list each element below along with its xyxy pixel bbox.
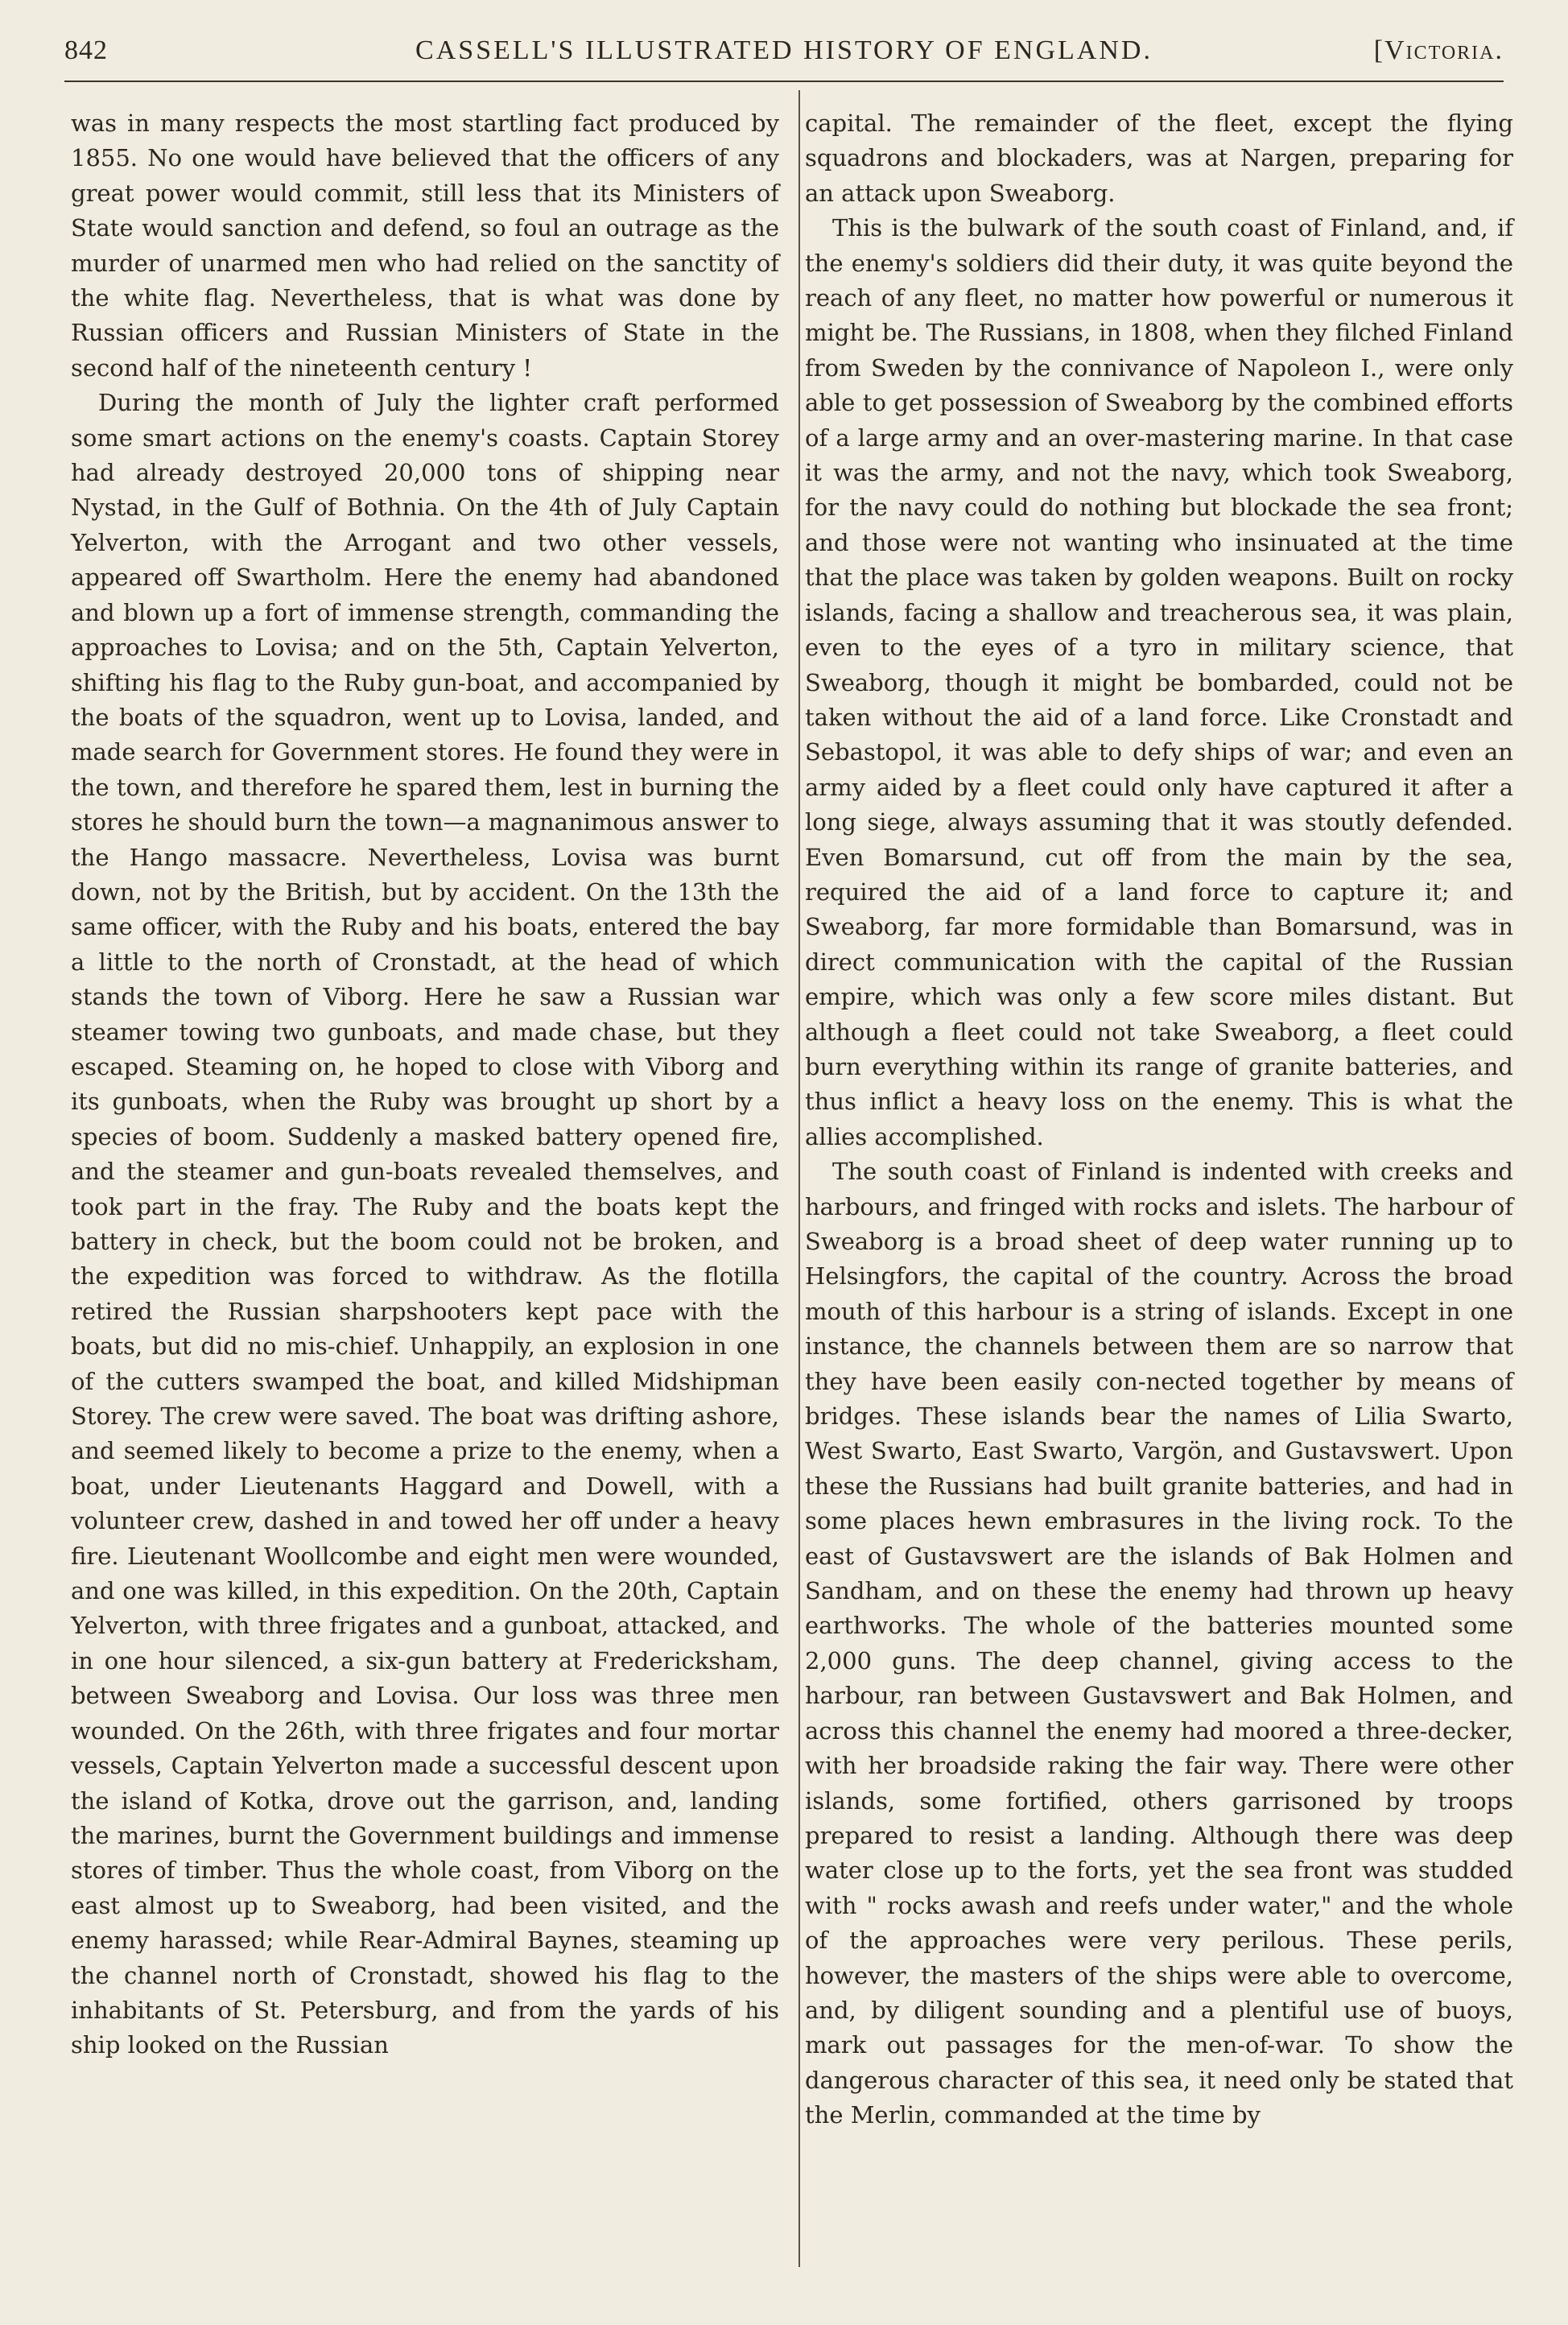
column-divider	[798, 90, 800, 2267]
running-title: CASSELL'S ILLUSTRATED HISTORY OF ENGLAND.	[415, 35, 1153, 65]
page-number: 842	[64, 35, 108, 65]
paragraph: This is the bulwark of the south coast of Finland, and, if the enemy's soldiers did their duty, it was quite beyond the reach of any fleet, no matter how powerful or numerous it might be. The Russians, in 1808, when they filched Finland from Sweden by the connivance of Napoleon I., were only able to get possession of Sweaborg by the combined efforts of a large army and an over-mastering marine. In that case it was the army, and not the navy, which took Sweaborg, for the navy could do nothing but blockade the sea front; and those were not wanting who insinuated at the time that the place was taken by golden weapons. Built on rocky islands, facing a shallow and treacherous sea, it was plain, even to the eyes of a tyro in military science, that Sweaborg, though it might be bombarded, could not be taken without the aid of a land force. Like Cronstadt and Sebastopol, it was able to defy ships of war; and even an army aided by a fleet could only have captured it after a long siege, always assuming that it was stoutly defended. Even Bomarsund, cut off from the main by the sea, required the aid of a land force to capture it; and Sweaborg, far more formidable than Bomarsund, was in direct communication with the capital of the Russian empire, which was only a few score miles distant. But although a fleet could not take Sweaborg, a fleet could burn everything within its range of granite batteries, and thus inflict a heavy loss on the enemy. This is what the allies accomplished.	[805, 214, 1513, 1150]
paragraph: capital. The remainder of the fleet, except the flying squadrons and blockaders, was at Nargen, preparing for an attack upon Sweaborg.	[805, 109, 1513, 207]
paragraph: The south coast of Finland is indented with creeks and harbours, and fringed with rocks and islets. The harbour of Sweaborg is a broad sheet of deep water running up to Helsingfors, the capital of the country. Across the broad mouth of this harbour is a string of islands. Except in one instance, the channels between them are so narrow that they have been easily con-nected together by means of bridges. These islands bear the names of Lilia Swarto, West Swarto, East Swarto, Vargön, and Gustavswert. Upon these the Russians had built granite batteries, and had in some places hewn embrasures in the living rock. To the east of Gustavswert are the islands of Bak Holmen and Sandham, and on these the enemy had thrown up heavy earthworks. The whole of the batteries mounted some 2,000 guns. The deep channel, giving access to the harbour, ran between Gustavswert and Bak Holmen, and across this channel the enemy had moored a three-decker, with her broadside raking the fair way. There were other islands, some fortified, others garrisoned by troops prepared to resist a landing. Although there was deep water close up to the forts, yet the sea front was studded with " rocks awash and reefs under water," and the whole of the approaches were very perilous. These perils, however, the masters of the ships were able to overcome, and, by diligent sounding and a plentiful use of buoys, mark out passages for the men-of-war. To show the dangerous character of this sea, it need only be stated that the Merlin, commanded at the time by	[805, 1158, 1513, 2129]
paragraph: was in many respects the most startling fact produced by 1855. No one would have believed that the officers of any great power would commit, still less that its Ministers of State would sanction and defend, so foul an outrage as the murder of unarmed men who had relied on the sanctity of the white flag. Nevertheless, that is what was done by Russian officers and Russian Ministers of State in the second half of the nineteenth century !	[71, 109, 779, 382]
paragraph: During the month of July the lighter craft performed some smart actions on the enemy's coasts. Captain Storey had already destroyed 20,000 tons of shipping near Nystad, in the Gulf of Bothnia. On the 4th of July Captain Yelverton, with the Arrogant and two other vessels, appeared off Swartholm. Here the enemy had abandoned and blown up a fort of immense strength, commanding the approaches to Lovisa; and on the 5th, Captain Yelverton, shifting his flag to the Ruby gun-boat, and accompanied by the boats of the squadron, went up to Lovisa, landed, and made search for Government stores. He found they were in the town, and therefore he spared them, lest in burning the stores he should burn the town—a magnanimous answer to the Hango massacre. Nevertheless, Lovisa was burnt down, not by the British, but by accident. On the 13th the same officer, with the Ruby and his boats, entered the bay a little to the north of Cronstadt, at the head of which stands the town of Viborg. Here he saw a Russian war steamer towing two gunboats, and made chase, but they escaped. Steaming on, he hoped to close with Viborg and its gunboats, when the Ruby was brought up short by a species of boom. Suddenly a masked battery opened fire, and the steamer and gun-boats revealed themselves, and took part in the fray. The Ruby and the boats kept the battery in check, but the boom could not be broken, and the expedition was forced to withdraw. As the flotilla retired the Russian sharpshooters kept pace with the boats, but did no mis-chief. Unhappily, an explosion in one of the cutters swamped the boat, and killed Midshipman Storey. The crew were saved. The boat was drifting ashore, and seemed likely to become a prize to the enemy, when a boat, under Lieutenants Haggard and Dowell, with a volunteer crew, dashed in and towed her off under a heavy fire. Lieutenant Woollcombe and eight men were wounded, and one was killed, in this expedition. On the 20th, Captain Yelverton, with three frigates and a gunboat, attacked, and in one hour silenced, a six-gun battery at Fredericksham, between Sweaborg and Lovisa. Our loss was three men wounded. On the 26th, with three frigates and four mortar vessels, Captain Yelverton made a successful descent upon the island of Kotka, drove out the garrison, and, landing the marines, burnt the Government buildings and immense stores of timber. Thus the whole coast, from Viborg on the east almost up to Sweaborg, had been visited, and the enemy harassed; while Rear-Admiral Baynes, steaming up the channel north of Cronstadt, showed his flag to the inhabitants of St. Petersburg, and from the yards of his ship looked on the Russian	[71, 389, 779, 2059]
right-column	[805, 106, 1513, 2133]
running-header	[64, 35, 1504, 76]
left-column	[71, 106, 779, 2063]
section-label: [Victoria.	[1373, 35, 1504, 65]
header-rule	[64, 81, 1504, 82]
